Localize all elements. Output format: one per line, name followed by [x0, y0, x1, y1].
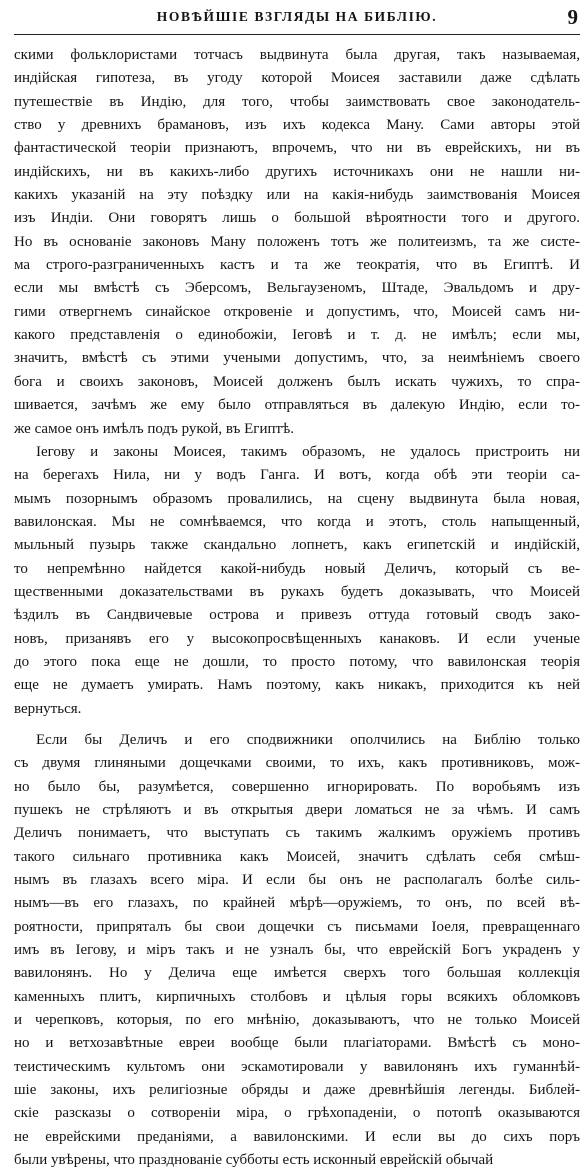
text-line: какого представленія о единобожіи, Іеговѣ и т. д. не имѣлъ; если мы, — [14, 327, 580, 344]
body-text — [14, 44, 580, 1173]
text-line: не еврейскими преданіями, а вавилонскими. И если вы до сихъ поръ — [14, 1128, 580, 1145]
text-line: индійская гипотеза, въ угоду которой Моисея заставили даже сдѣлать — [14, 70, 580, 87]
paragraph-gap — [14, 721, 580, 729]
text-line: ѣздилъ въ Сандвичевые острова и привезъ оттуда готовый сводъ зако- — [14, 607, 580, 624]
paragraph — [14, 729, 580, 1173]
text-line: же самое онъ имѣлъ подъ рукой, въ Египтѣ. — [14, 420, 294, 437]
text-line: и черепковъ, которыя, по его мнѣнію, доказываютъ, что не только Моисей — [14, 1012, 580, 1029]
text-line: съ двумя глиняными дощечками своими, то ихъ, какъ противниковъ, мож- — [14, 755, 580, 772]
text-line: щественными доказательствами въ рукахъ будетъ доказывать, что Моисей — [14, 583, 580, 600]
text-line: гими отвергнемъ синайское откровеніе и допустимъ, что, Моисей самъ ни- — [14, 303, 580, 320]
text-line: теистическимъ культомъ они эскамотировали у вавилонянъ ихъ гуманнѣй- — [14, 1058, 580, 1075]
text-line: вернуться. — [14, 700, 82, 717]
text-line: мыльный пузырь также скандально лопнетъ, какъ египетскій и индійскій, — [14, 537, 580, 554]
text-line: новъ, призанявъ его у высокопросвѣщенныхъ канаковъ. И если ученые — [14, 630, 580, 647]
paragraph — [14, 44, 580, 441]
text-line: индійскихъ, ни въ какихъ-либо другихъ источникахъ они не нашли ни- — [14, 163, 580, 180]
text-line: каменныхъ плитъ, кирпичныхъ столбовъ и цѣлыя горы всякихъ обломковъ — [14, 988, 580, 1005]
page-header — [14, 6, 580, 35]
book-page — [14, 5, 580, 1169]
paragraph — [14, 441, 580, 721]
text-line: пушекъ не стрѣляютъ и въ открытыя двери ломаться не за чѣмъ. И самъ — [14, 802, 580, 818]
text-line: изъ Индіи. Они говорятъ лишь о большой вѣроятности того и другого. — [14, 210, 580, 227]
text-line: скіе разсказы о сотвореніи міра, о грѣхопаденіи, о потопѣ оказываются — [14, 1105, 580, 1122]
text-line: бога и своихъ законовъ, Моисей долженъ былъ искать чужихъ, то спра- — [14, 373, 580, 390]
text-line: нымъ—въ его глазахъ, по крайней мѣрѣ—оружіемъ, то онъ, по всей вѣ- — [14, 895, 580, 912]
text-line: вавилонская. Мы не сомнѣваемся, что когда и этотъ, столь напыщенный, — [14, 513, 580, 530]
text-line: вавилонянъ. Но у Делича еще имѣется сверхъ того большая коллекція — [14, 965, 580, 982]
text-line: Іегову и законы Моисея, такимъ образомъ, не удалось пристроить ни — [36, 443, 580, 460]
text-line: мымъ позорнымъ образомъ провалились, на сцену выдвинута была новая, — [14, 490, 580, 507]
text-line: Если бы Деличъ и его сподвижники ополчились на Библію только — [36, 731, 580, 748]
text-line: но было бы, разумѣется, совершенно игнорировать. По воробьямъ изъ — [14, 778, 580, 795]
text-line: такого сильнаго противника какъ Моисей, значитъ сдѣлать себя смѣш- — [14, 848, 580, 865]
running-title: НОВѢЙШІЕ ВЗГЛЯДЫ НА БИБЛІЮ. — [156, 9, 438, 24]
text-line: шивается, зачѣмъ же ему было отправляться въ далекую Индію, если то- — [14, 397, 580, 414]
text-line: какихъ указаній на эту поѣздку или на какія-нибудь заимствованія Моисея — [14, 187, 580, 204]
text-line: роятности, припряталъ бы свои дощечки съ письмами Іоеля, превращеннаго — [14, 918, 580, 935]
text-line: на берегахъ Нила, ни у водъ Ганга. И вотъ, когда обѣ эти теоріи са- — [14, 467, 580, 484]
text-line: то непремѣнно найдется какой-нибудь новый Деличъ, который съ ве- — [14, 560, 580, 577]
text-line: фантастической теоріи признаютъ, впрочемъ, что ни въ еврейскихъ, ни въ — [14, 140, 580, 157]
text-line: нымъ въ глазахъ всего міра. И если бы онъ не располагалъ болѣе силь- — [14, 872, 580, 889]
text-line: Деличъ понимаетъ, что выступать съ такимъ жалкимъ оружіемъ противъ — [14, 825, 580, 842]
text-line: шіе законы, ихъ религіозные обряды и даже древнѣйшія легенды. Библей- — [14, 1082, 580, 1099]
text-line: но и ветхозавѣтные евреи вообще были плагіаторами. Вмѣстѣ съ моно- — [14, 1035, 580, 1052]
text-line: путешествіе въ Индію, для того, чтобы заимствовать свое законодатель- — [14, 93, 580, 110]
text-line: до этого пока еще не дошли, то просто потому, что вавилонская теорія — [14, 653, 580, 670]
text-line: если мы вмѣстѣ съ Эберсомъ, Вельгаузеномъ, Штаде, Эвальдомъ и дру- — [14, 280, 580, 297]
text-line: скими фольклористами тотчасъ выдвинута была другая, такъ называемая, — [14, 47, 580, 63]
text-line: значитъ, вмѣстѣ съ этими учеными допустимъ, что, за неимѣніемъ своего — [14, 350, 580, 367]
text-line: были увѣрены, что празднованіе субботы есть исконный еврейскій обычай — [14, 1152, 494, 1169]
page-number: 9 — [567, 5, 578, 29]
text-line: еще не думаетъ умирать. Намъ поэтому, какъ никакъ, приходится къ ней — [14, 677, 580, 694]
text-line: Но въ основаніе законовъ Ману положенъ тотъ же политеизмъ, та же систе- — [14, 233, 580, 250]
text-line: имъ въ Іегову, и міръ такъ и не узналъ бы, что еврейскій Богъ украденъ у — [14, 942, 580, 959]
text-line: ство у древнихъ брамановъ, изъ ихъ кодекса Ману. Сами авторы этой — [14, 117, 580, 134]
text-line: ма строго-разграниченныхъ кастъ и та же теократія, что въ Египтѣ. И — [14, 257, 580, 274]
